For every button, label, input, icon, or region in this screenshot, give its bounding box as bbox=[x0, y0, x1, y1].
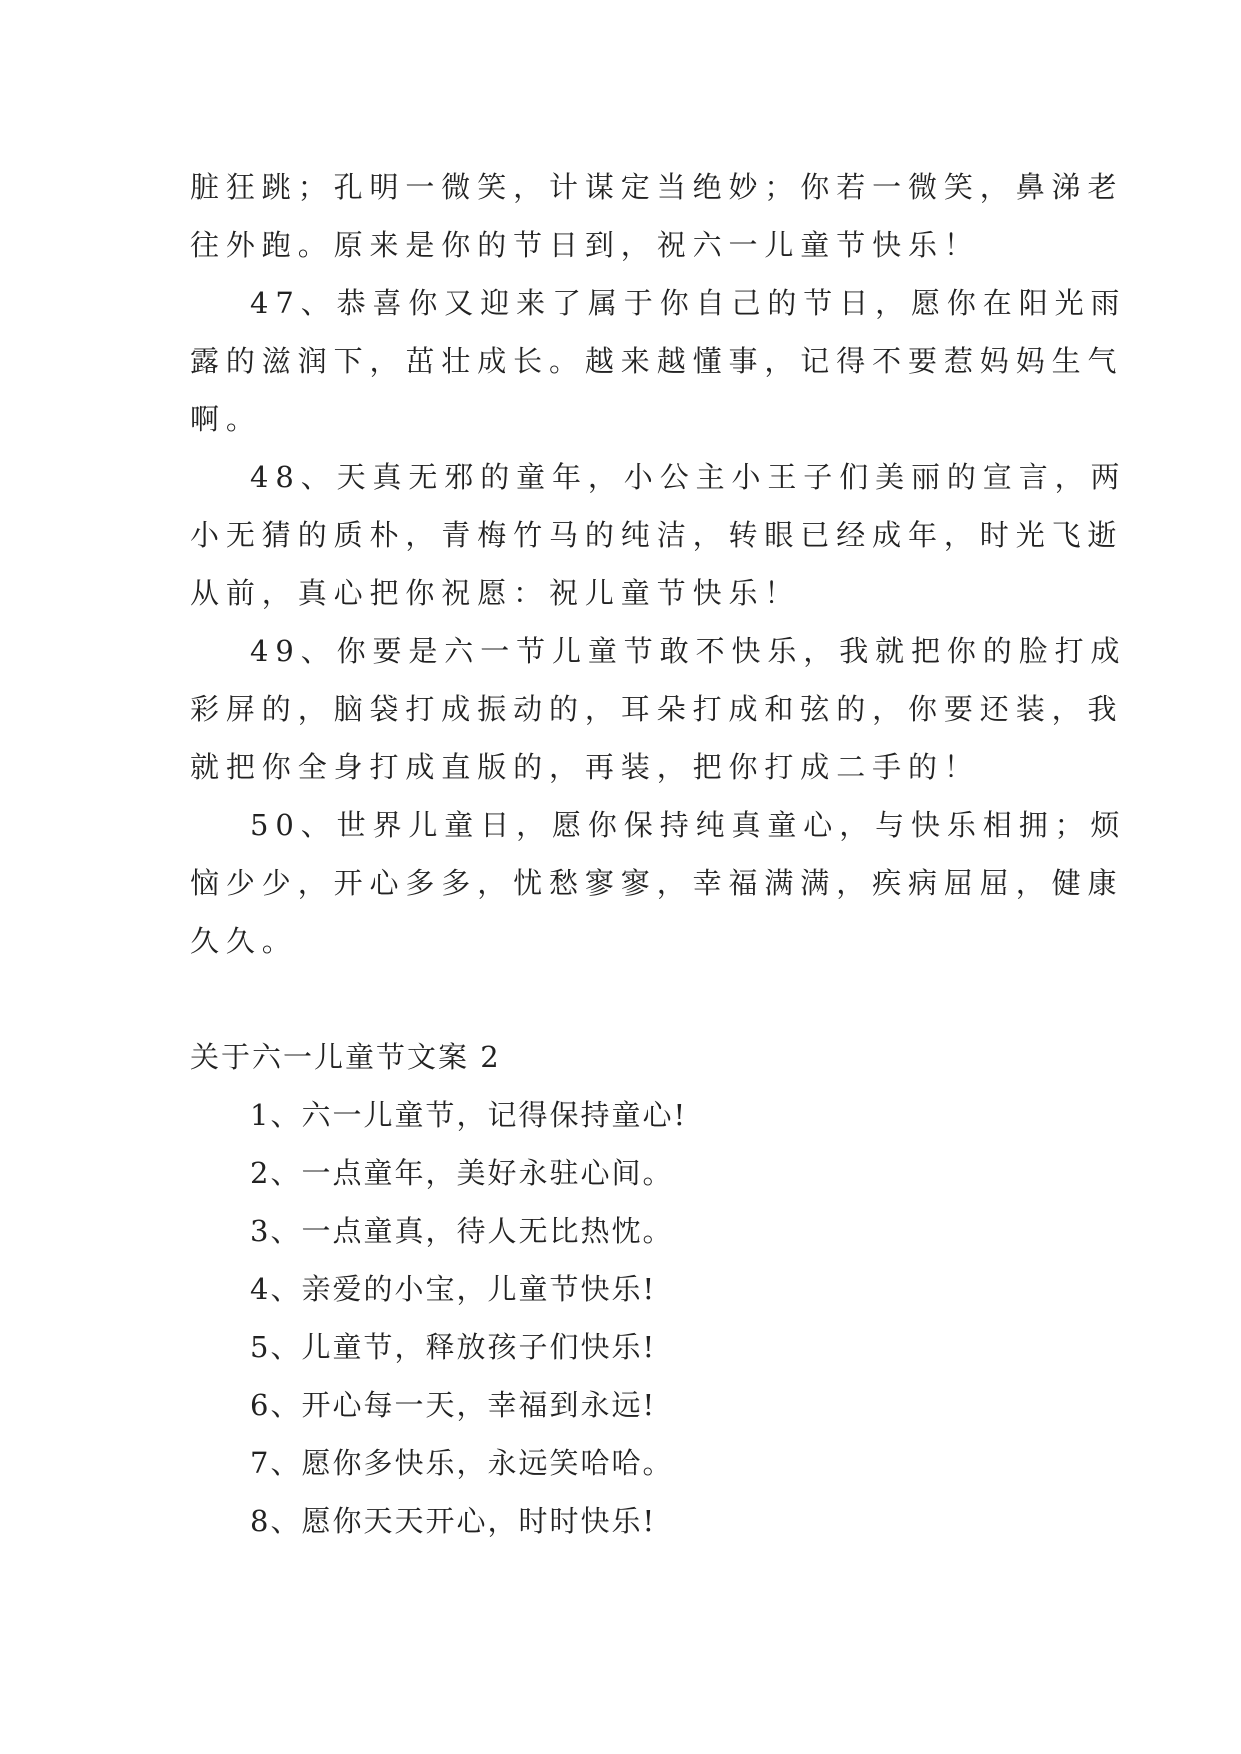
list-item: 2、一点童年，美好永驻心间。 bbox=[250, 1156, 674, 1190]
text-line: 49、你要是六一节儿童节敢不快乐，我就把你的脸打成 bbox=[250, 634, 1127, 668]
section-spacer bbox=[190, 970, 1055, 1028]
text-line: 彩屏的，脑袋打成振动的，耳朵打成和弦的，你要还装，我 bbox=[190, 692, 1124, 726]
text-line: 50、世界儿童日，愿你保持纯真童心，与快乐相拥；烦 bbox=[250, 808, 1127, 842]
text-line: 久久。 bbox=[190, 924, 298, 958]
paragraph-46-continued bbox=[190, 158, 1124, 274]
paragraph-50 bbox=[190, 796, 1127, 970]
document-body bbox=[190, 158, 1127, 1550]
text-line: 就把你全身打成直版的，再装，把你打成二手的！ bbox=[190, 750, 980, 784]
wish-list bbox=[190, 1086, 1055, 1550]
text-line: 47、恭喜你又迎来了属于你自己的节日，愿你在阳光雨 bbox=[250, 286, 1127, 320]
text-line: 脏狂跳；孔明一微笑，计谋定当绝妙；你若一微笑，鼻涕老 bbox=[190, 170, 1124, 204]
list-item: 7、愿你多快乐，永远笑哈哈。 bbox=[250, 1446, 674, 1480]
text-line: 往外跑。原来是你的节日到，祝六一儿童节快乐！ bbox=[190, 228, 980, 262]
text-line: 小无猜的质朴，青梅竹马的纯洁，转眼已经成年，时光飞逝 bbox=[190, 518, 1124, 552]
paragraph-48 bbox=[190, 448, 1127, 622]
text-line: 从前，真心把你祝愿：祝儿童节快乐！ bbox=[190, 576, 801, 610]
text-line: 48、天真无邪的童年，小公主小王子们美丽的宣言，两 bbox=[250, 460, 1127, 494]
text-line: 露的滋润下，茁壮成长。越来越懂事，记得不要惹妈妈生气 bbox=[190, 344, 1124, 378]
list-item: 8、愿你天天开心，时时快乐! bbox=[250, 1504, 657, 1538]
list-item: 3、一点童真，待人无比热忱。 bbox=[250, 1214, 674, 1248]
list-item: 1、六一儿童节，记得保持童心! bbox=[250, 1098, 688, 1132]
list-item: 5、儿童节，释放孩子们快乐! bbox=[250, 1330, 657, 1364]
list-item: 4、亲爱的小宝，儿童节快乐! bbox=[250, 1272, 657, 1306]
section-title: 关于六一儿童节文案 2 bbox=[190, 1040, 501, 1074]
list-item: 6、开心每一天，幸福到永远! bbox=[250, 1388, 657, 1422]
text-line: 啊。 bbox=[190, 402, 262, 436]
paragraph-49 bbox=[190, 622, 1127, 796]
text-line: 恼少少，开心多多，忧愁寥寥，幸福满满，疾病屈屈，健康 bbox=[190, 866, 1124, 900]
paragraph-47 bbox=[190, 274, 1127, 448]
